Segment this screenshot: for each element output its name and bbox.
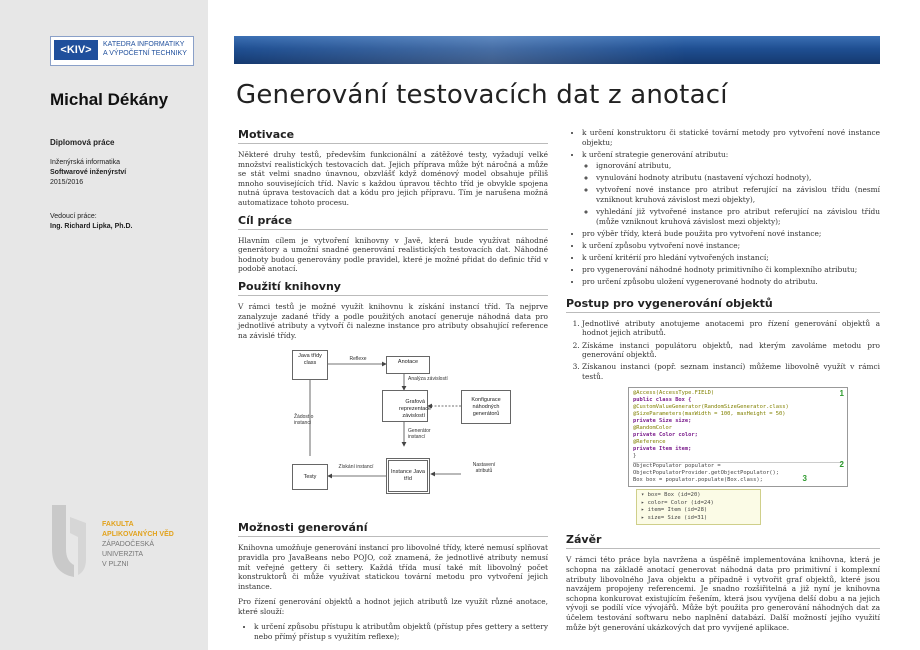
sub-list-item: ◦ vyhledání již vytvořené instance pro atribut referující na závislou třídu (může vzniknout kruhová závislost mezi objekty);: [596, 207, 880, 226]
list-item-text: k určení strategie generování atributu:: [582, 149, 729, 159]
list-item: • k určení způsobu přístupu k atributům objektů (přístup přes gettery a settery nebo přímý přístup s využitím reflexe);: [254, 622, 548, 641]
diagram-label-reflexe: Reflexe: [349, 356, 367, 363]
code-badge-1: 1: [839, 389, 844, 399]
moznosti-list-b: [566, 128, 880, 287]
diagram-label-zadost: Žádost o instanci: [294, 414, 314, 427]
moznosti-text-2: Pro řízení generování objektů a hodnot jejich atributů lze využít různé anotace, které slouží:: [238, 597, 548, 616]
code-sample: [628, 387, 848, 487]
supervisor-label: Vedoucí práce:: [50, 213, 97, 220]
study-year: 2015/2016: [50, 179, 84, 186]
diagram-instance: Instance Java tříd: [386, 458, 430, 494]
list-item: • k určení způsobu vytvoření nové instance;: [582, 241, 880, 251]
section-heading-postup: Postup pro vygenerování objektů: [566, 297, 880, 313]
code-badge-2: 2: [839, 460, 844, 470]
kiv-logo-text: [103, 40, 193, 58]
diagram-label-generator: Generátor instancí: [408, 428, 431, 441]
poster-title: Generování testovacích dat z anotací: [236, 80, 728, 110]
faculty-name: [102, 520, 174, 540]
header-banner: [234, 36, 880, 64]
list-item: • k určení konstruktoru či statické tovární metody pro vytvoření nové instance objektu;: [582, 128, 880, 147]
study-field-1: Inženýrská informatika: [50, 159, 121, 166]
section-heading-cil: Cíl práce: [238, 214, 548, 230]
kiv-logo-abbr: <KIV>: [54, 40, 98, 60]
university-line-2: UNIVERZITA: [102, 551, 144, 558]
tree-node: ▾ box= Box (id=20): [641, 492, 701, 499]
fav-logo: [50, 503, 200, 583]
postup-steps: [566, 319, 880, 382]
cil-text: Hlavním cílem je vytvoření knihovny v Javě, která bude využívat náhodné generátory a umožní snadné generování realistických testovacích dat. Náhodné hodnoty budou generovány podle pravidel, které je možné přidat do definic tříd v podobě anotací.: [238, 235, 548, 274]
list-item: • pro vygenerování náhodné hodnoty primitivního či komplexního atributu;: [582, 265, 880, 275]
code-line: ObjectPopulator populator =: [633, 462, 843, 470]
sub-list-item: ◦ vynulování hodnoty atributu (nastavení výchozí hodnoty),: [596, 173, 880, 183]
author-name: Michal Dékány: [50, 90, 169, 109]
section-heading-motivace: Motivace: [238, 128, 548, 144]
debug-tree: [636, 489, 761, 525]
code-line: private Color color;: [633, 432, 698, 439]
code-line: @SizeParameters(maxWidth = 100, maxHeight = 50): [633, 411, 786, 418]
university-line-3: V PLZNI: [102, 561, 129, 568]
diagram-graph: [382, 390, 432, 422]
faculty-line-1: FAKULTA: [102, 521, 134, 528]
code-line: public class Box {: [633, 397, 692, 404]
kiv-logo-text-2: A VÝPOČETNÍ TECHNIKY: [103, 50, 187, 57]
architecture-diagram: [286, 346, 516, 511]
code-line: @Access(AccessType.FIELD): [633, 390, 715, 397]
step-item: 3. Získanou instanci (popř. seznam instancí) můžeme libovolně využít v rámci testů.: [582, 362, 880, 381]
diagram-java-classes: Java třídy class: [292, 350, 328, 380]
university-name: [102, 540, 154, 570]
university-line-1: ZÁPADOČESKÁ: [102, 541, 154, 548]
pouziti-text: V rámci testů je možné využít knihovnu k získání instancí tříd. Ta nejprve zanalyzuje zadané třídy a podle použitých anotací generuje náhodná data pro jednotlivé atributy a vytvoří či nalezne instance pro atributy obsahující reference na závislé třídy.: [238, 301, 548, 340]
diagram-testy: Testy: [292, 464, 328, 490]
diagram-graph-label: Grafová reprezentace závislostí: [399, 399, 432, 420]
list-item: [582, 150, 880, 227]
code-line: Box box = populator.populate(Box.class);: [633, 477, 763, 484]
sub-list-item: ◦ ignorování atributu,: [596, 161, 880, 171]
strategy-sublist: [582, 161, 880, 226]
kiv-logo: [50, 36, 194, 66]
list-item: • pro určení způsobu uložení vygenerované hodnoty do atributu.: [582, 277, 880, 287]
moznosti-text-1: Knihovna umožňuje generování instancí pro libovolné třídy, které nemusí splňovat pravidla pro JavaBeans nebo POJO, což znamená, že jednotlivé atributy nemusí mít veřejné gettery či settery. Každá třída musí také mít libovolný počet konstruktorů či může využívat statickou tovární metodu pro vytvoření jejich instance.: [238, 543, 548, 591]
diagram-konfigurace: Konfigurace náhodných generátorů: [461, 390, 511, 424]
list-item: • k určení kritérií pro hledání vytvořených instancí;: [582, 253, 880, 263]
section-heading-zaver: Závěr: [566, 533, 880, 549]
diagram-label-ziskani: Získání instancí: [338, 464, 374, 471]
moznosti-list-a: [238, 622, 548, 641]
section-heading-pouziti: Použití knihovny: [238, 280, 548, 296]
thesis-type: Diplomová práce: [50, 138, 115, 147]
left-column: [238, 128, 548, 648]
motivace-text: Některé druhy testů, především funkcionální a zátěžové testy, vyžadují velké množství realistických testovacích dat. Jejich příprava může být náročná a může se stát velmi snadno únavnou, obzvlášť když doménový model obsahuje příliš mnoho souvisejících tříd. Navíc s každou úpravou těchto tříd je obvykle spojena nutná úprava testovacích dat a kódu pro jejich přípravu. Tím je narušena možná automatizace tohoto procesu.: [238, 150, 548, 207]
code-line: @CustomValueGenerator(RandomSizeGenerator.class): [633, 404, 789, 411]
diagram-label-analyza: Analýza závislostí: [408, 376, 448, 383]
zaver-text: V rámci této práce byla navržena a úspěšně implementována knihovna, která je schopna na základě anotací generovat náhodná data pro primitivní i komplexní atributy libovolného Java objektu a případně i vytvořit graf objektů, které jsou navzájem propojeny referencemi. Je snadno rozšiřitelná a již nyní je knihovna schopna konkurovat existujícím řešením, která jsou vyvíjena delší dobu a na jejich vývoji se podílí více vývojářů. Může být použita pro generování náhodných dat za účelem testování softwaru nebo naplnění databází. Další možností jejího využití může být generování ukázkových dat pro vyvíjené aplikace.: [566, 555, 880, 632]
code-line: @Reference: [633, 439, 666, 446]
study-field-2: Softwarové inženýrství: [50, 169, 127, 176]
tree-node: ▸ size= Size (id=31): [641, 514, 708, 521]
code-badge-3: 3: [802, 474, 807, 484]
step-item: 2. Získáme instanci populátoru objektů, nad kterým zavoláme metodu pro generování objektů.: [582, 341, 880, 360]
tree-node: ▸ item= Item (id=28): [641, 507, 708, 514]
code-line: private Size size;: [633, 418, 692, 425]
diagram-label-nastaveni: Nastavení atributů: [472, 462, 496, 475]
tree-node: ▸ color= Color (id=24): [641, 499, 714, 506]
code-line: }: [633, 453, 637, 460]
right-column: [566, 128, 880, 638]
list-item: • pro výběr třídy, která bude použita pro vytvoření nové instance;: [582, 229, 880, 239]
diagram-anotace: Anotace: [386, 356, 430, 374]
code-line: private Item item;: [633, 446, 692, 453]
faculty-line-2: APLIKOVANÝCH VĚD: [102, 531, 174, 538]
code-line: ObjectPopulatorProvider.getObjectPopulator();: [633, 470, 780, 477]
supervisor-name: Ing. Richard Lipka, Ph.D.: [50, 223, 133, 230]
code-line: @RandomColor: [633, 425, 672, 432]
step-item: 1. Jednotlivé atributy anotujeme anotacemi pro řízení generování objektů a hodnot jejich atributů.: [582, 319, 880, 338]
fav-logo-icon: [50, 503, 88, 579]
kiv-logo-text-1: KATEDRA INFORMATIKY: [103, 41, 185, 48]
sidebar: [0, 0, 208, 650]
section-heading-moznosti: Možnosti generování: [238, 521, 548, 537]
sub-list-item: ◦ vytvoření nové instance pro atribut referující na závislou třídu (nesmí vzniknout kruhová závislost mezi objekty),: [596, 185, 880, 204]
